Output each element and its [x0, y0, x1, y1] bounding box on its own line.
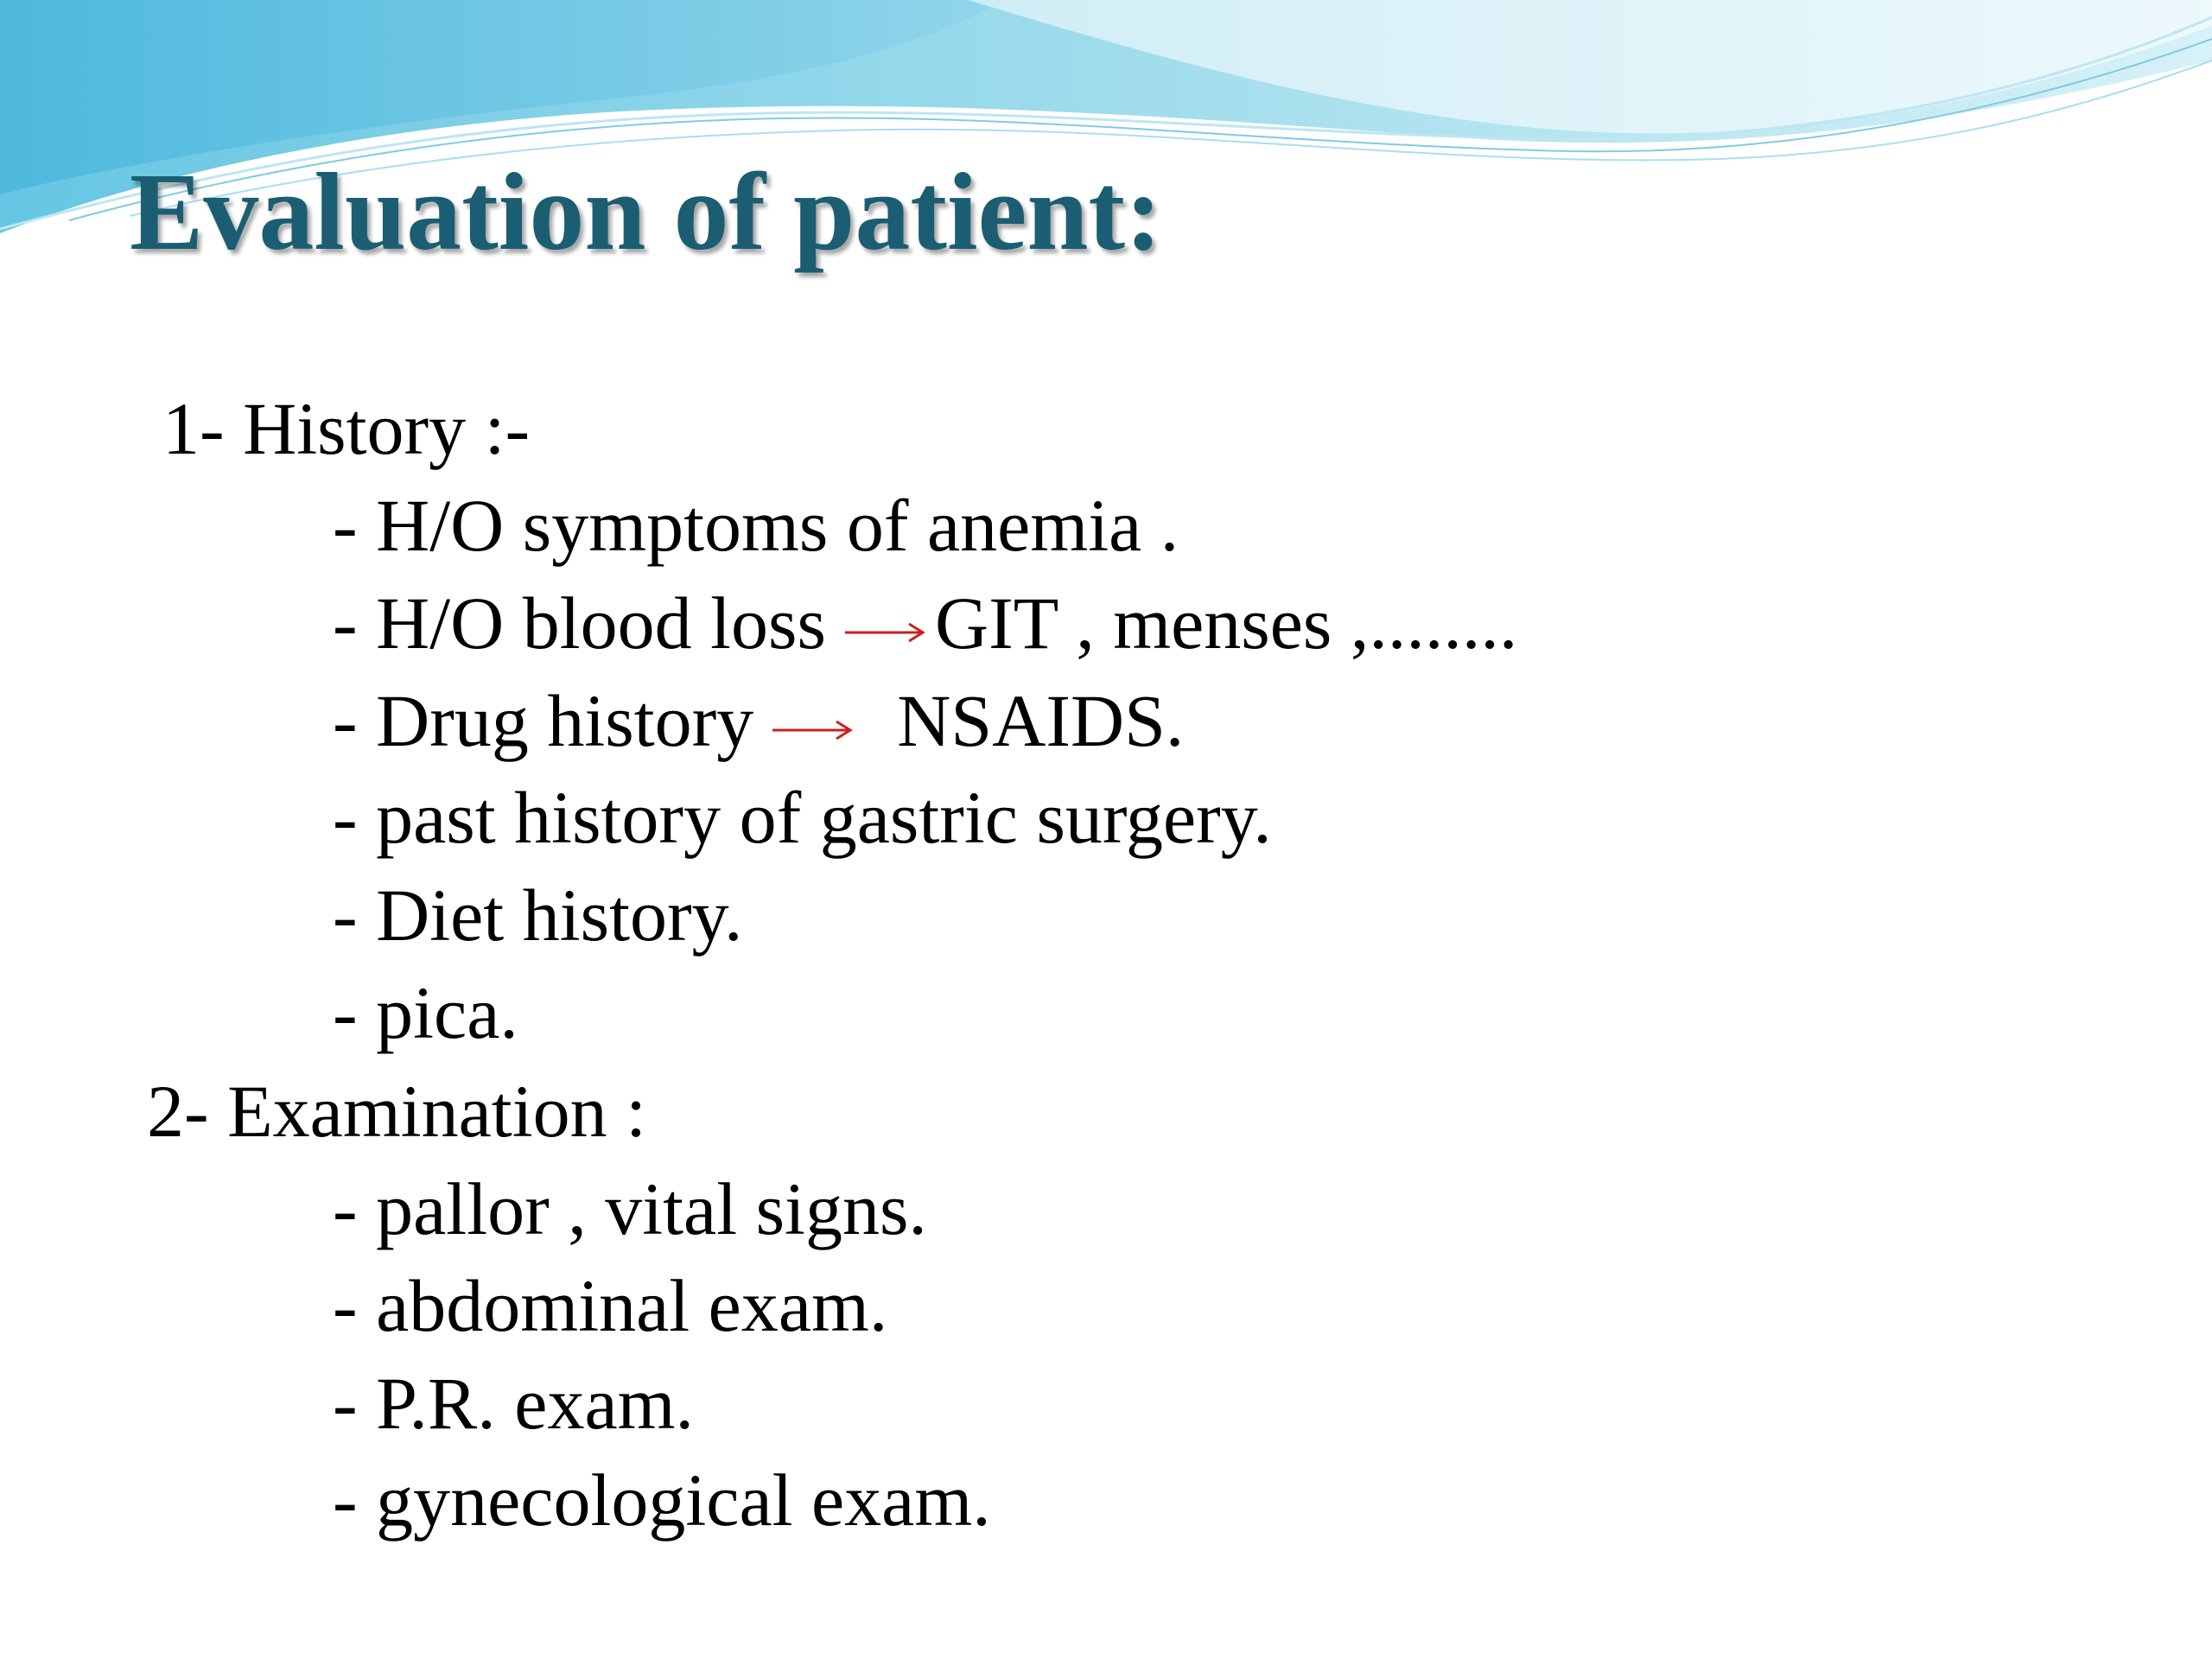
history-heading: 1- History :-: [162, 387, 531, 470]
examination-heading: 2- Examination :: [147, 1070, 646, 1153]
right-arrow-icon: [843, 613, 926, 648]
history-item-label: - H/O blood loss: [333, 582, 826, 664]
examination-item: - P.R. exam.: [333, 1362, 695, 1445]
history-item-detail: GIT , menses ,........: [934, 582, 1518, 664]
history-item: - H/O symptoms of anemia .: [333, 484, 1179, 567]
history-item: [333, 672, 1184, 769]
history-item-label: - Drug history: [333, 679, 754, 762]
examination-item: - pallor , vital signs.: [333, 1167, 927, 1250]
right-arrow-icon: [771, 711, 854, 746]
examination-item: - abdominal exam.: [333, 1264, 888, 1347]
history-item: - pica.: [333, 971, 518, 1054]
history-item: [333, 575, 1517, 671]
examination-item: - gynecological exam.: [333, 1459, 991, 1541]
history-item: - Diet history.: [333, 874, 743, 957]
history-item: - past history of gastric surgery.: [333, 776, 1272, 859]
history-item-detail: NSAIDS.: [897, 679, 1185, 762]
slide-title: Evaluation of patient:: [130, 150, 1162, 273]
